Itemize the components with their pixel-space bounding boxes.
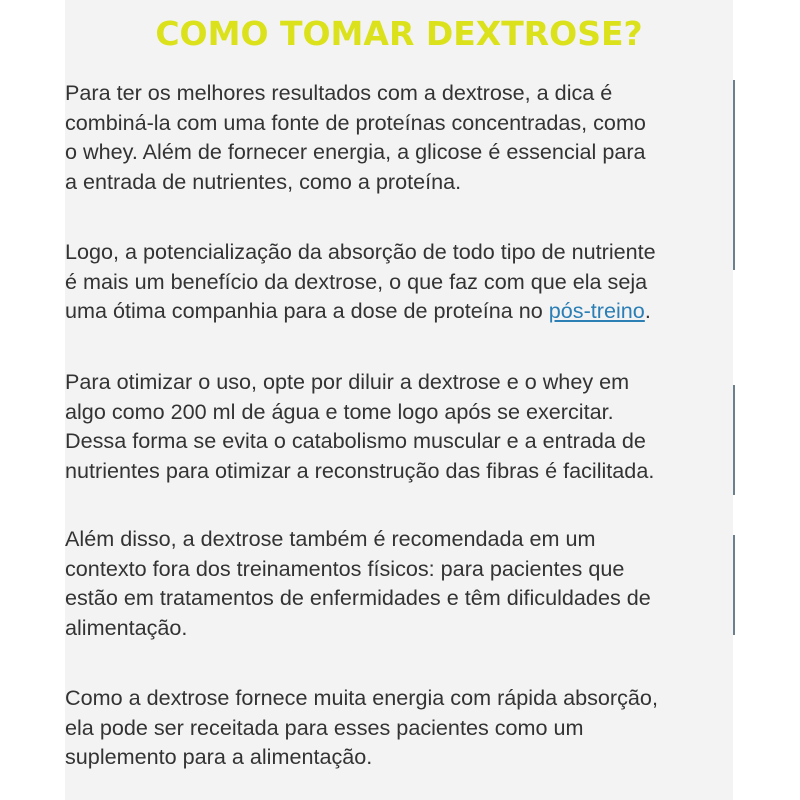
text-fragment: . [644, 298, 651, 323]
text-line: alimentação. [65, 614, 188, 640]
text-line: Para otimizar o uso, opte por diluir a dextrose e o whey em [65, 369, 630, 394]
paragraph-patients [65, 524, 651, 642]
scrollbar-edge [733, 535, 735, 635]
text-line: suplemento para a alimentação. [65, 744, 373, 769]
text-line: combiná-la com uma fonte de proteínas concentradas, como [65, 109, 646, 135]
text-line: ela pode ser receitada para esses pacientes como um [65, 714, 584, 740]
paragraph-usage [65, 367, 654, 485]
paragraph-energy [65, 683, 658, 772]
paragraph-combination [65, 78, 646, 196]
text-line: Dessa forma se evita o catabolismo muscular e a entrada de [65, 428, 646, 453]
scrollbar-edge [733, 80, 735, 270]
article-title: COMO TOMAR DEXTROSE? [155, 14, 643, 53]
text-fragment: uma ótima companhia para a dose de proteína no [65, 298, 549, 323]
text-line: algo como 200 ml de água e tome logo após se exercitar. [65, 398, 614, 424]
text-line: Como a dextrose fornece muita energia com rápida absorção, [65, 685, 658, 710]
text-line: Logo, a potencialização da absorção de todo tipo de nutriente [65, 239, 656, 264]
paragraph-absorption [65, 237, 656, 326]
text-line: nutrientes para otimizar a reconstrução das fibras é facilitada. [65, 457, 655, 483]
scrollbar-edge [733, 385, 735, 495]
text-line: é mais um benefício da dextrose, o que faz com que ela seja [65, 268, 648, 294]
text-line: a entrada de nutrientes, como a proteína. [65, 168, 462, 194]
text-line: Além disso, a dextrose também é recomendada em um [65, 526, 596, 551]
pos-treino-link[interactable]: pós-treino [548, 298, 645, 323]
text-line: Para ter os melhores resultados com a dextrose, a dica é [65, 80, 613, 105]
text-line: contexto fora dos treinamentos físicos: para pacientes que [65, 555, 625, 581]
text-line: estão em tratamentos de enfermidades e têm dificuldades de [65, 585, 651, 610]
text-line-with-link [65, 296, 656, 326]
text-line: o whey. Além de fornecer energia, a glicose é essencial para [65, 139, 646, 164]
